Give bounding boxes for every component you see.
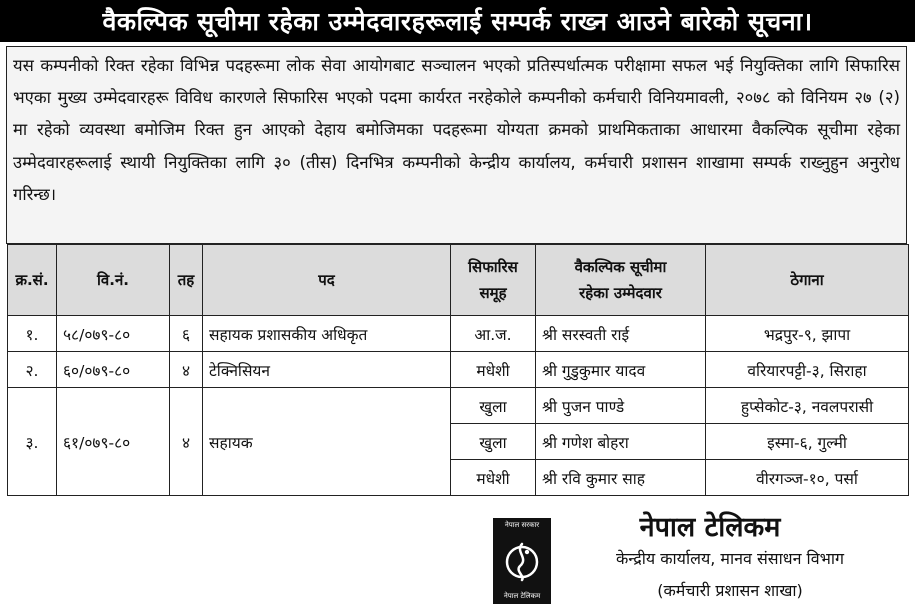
cell-candidate: श्री पुजन पाण्डे bbox=[536, 388, 706, 424]
table-header-row bbox=[8, 245, 909, 316]
cell-post: सहायक bbox=[203, 388, 451, 496]
logo-emblem-icon bbox=[503, 538, 541, 584]
signature-block bbox=[0, 505, 915, 611]
header-group bbox=[451, 245, 536, 316]
cell-level: ४ bbox=[170, 352, 203, 388]
notice-title: वैकल्पिक सूचीमा रहेका उम्मेदवारहरूलाई सम्पर्क राख्न आउने बारेको सूचना। bbox=[0, 0, 915, 42]
cell-group: मधेशी bbox=[451, 352, 536, 388]
candidate-table bbox=[7, 244, 909, 496]
cell-post: टेक्निसियन bbox=[203, 352, 451, 388]
header-candidate bbox=[536, 245, 706, 316]
cell-ad-no: ६१/०७९-८० bbox=[57, 388, 170, 496]
table-row bbox=[8, 388, 909, 424]
header-candidate-line1: वैकल्पिक सूचीमा bbox=[574, 258, 667, 276]
cell-ad-no: ५८/०७९-८० bbox=[57, 316, 170, 352]
cell-group: खुला bbox=[451, 424, 536, 460]
header-post: पद bbox=[203, 245, 451, 316]
cell-address: भद्रपुर-९, झापा bbox=[706, 316, 909, 352]
logo-bottom-text: नेपाल टेलिकम bbox=[503, 592, 541, 600]
cell-candidate: श्री गुडुकुमार यादव bbox=[536, 352, 706, 388]
cell-address: इस्मा-६, गुल्मी bbox=[706, 424, 909, 460]
cell-address: वीरगञ्ज-१०, पर्सा bbox=[706, 460, 909, 496]
cell-level: ६ bbox=[170, 316, 203, 352]
cell-group: मधेशी bbox=[451, 460, 536, 496]
cell-serial: ३. bbox=[8, 388, 57, 496]
header-serial: क्र.सं. bbox=[8, 245, 57, 316]
table-row bbox=[8, 316, 909, 352]
cell-group: आ.ज. bbox=[451, 316, 536, 352]
office-name: केन्द्रीय कार्यालय, मानव संसाधन विभाग bbox=[616, 549, 844, 568]
cell-serial: २. bbox=[8, 352, 57, 388]
cell-candidate: श्री रवि कुमार साह bbox=[536, 460, 706, 496]
cell-level: ४ bbox=[170, 388, 203, 496]
cell-serial: १. bbox=[8, 316, 57, 352]
cell-group: खुला bbox=[451, 388, 536, 424]
table-row bbox=[8, 352, 909, 388]
header-ad-no: वि.नं. bbox=[57, 245, 170, 316]
cell-address: हुप्सेकोट-३, नवलपरासी bbox=[706, 388, 909, 424]
organization-name: नेपाल टेलिकम bbox=[639, 512, 781, 543]
logo-top-text: नेपाल सरकार bbox=[504, 521, 540, 529]
notice-body: यस कम्पनीको रिक्त रहेका विभिन्न पदहरूमा लोक सेवा आयोगबाट सञ्चालन भएको प्रतिस्पर्धात्मक परीक्षामा सफल भई नियुक्तिका लागि सिफारिस भएका मुख्य उम्मेदवारहरू विविध कारणले सिफारिस भएको पदमा कार्यरत नरहेकोले कम्पनीको कर्मचारी विनियमावली, २०७८ को विनियम २७ (२) मा रहेको व्यवस्था बमोजिम रिक्त हुन आएको देहाय बमोजिमका पदहरूमा योग्यता क्रमको प्राथमिकताका आधारमा वैकल्पिक सूचीमा रहेका उम्मेदवारहरूलाई स्थायी नियुक्तिका लागि ३० (तीस) दिनभित्र कम्पनीको केन्द्रीय कार्यालय, कर्मचारी प्रशासन शाखामा सम्पर्क राख्नुहुन अनुरोध गरिन्छ। bbox=[6, 46, 907, 244]
cell-address: वरियारपट्टी-३, सिराहा bbox=[706, 352, 909, 388]
header-candidate-line2: रहेका उम्मेदवार bbox=[579, 284, 662, 302]
header-group-line2: समूह bbox=[479, 284, 507, 302]
cell-candidate: श्री सरस्वती राई bbox=[536, 316, 706, 352]
header-group-line1: सिफारिस bbox=[468, 258, 518, 276]
section-name: (कर्मचारी प्रशासन शाखा) bbox=[657, 581, 803, 600]
cell-post: सहायक प्रशासकीय अधिकृत bbox=[203, 316, 451, 352]
header-address: ठेगाना bbox=[706, 245, 909, 316]
cell-ad-no: ६०/०७९-८० bbox=[57, 352, 170, 388]
header-level: तह bbox=[170, 245, 203, 316]
nepal-telecom-logo-icon bbox=[493, 518, 551, 604]
cell-candidate: श्री गणेश बोहरा bbox=[536, 424, 706, 460]
